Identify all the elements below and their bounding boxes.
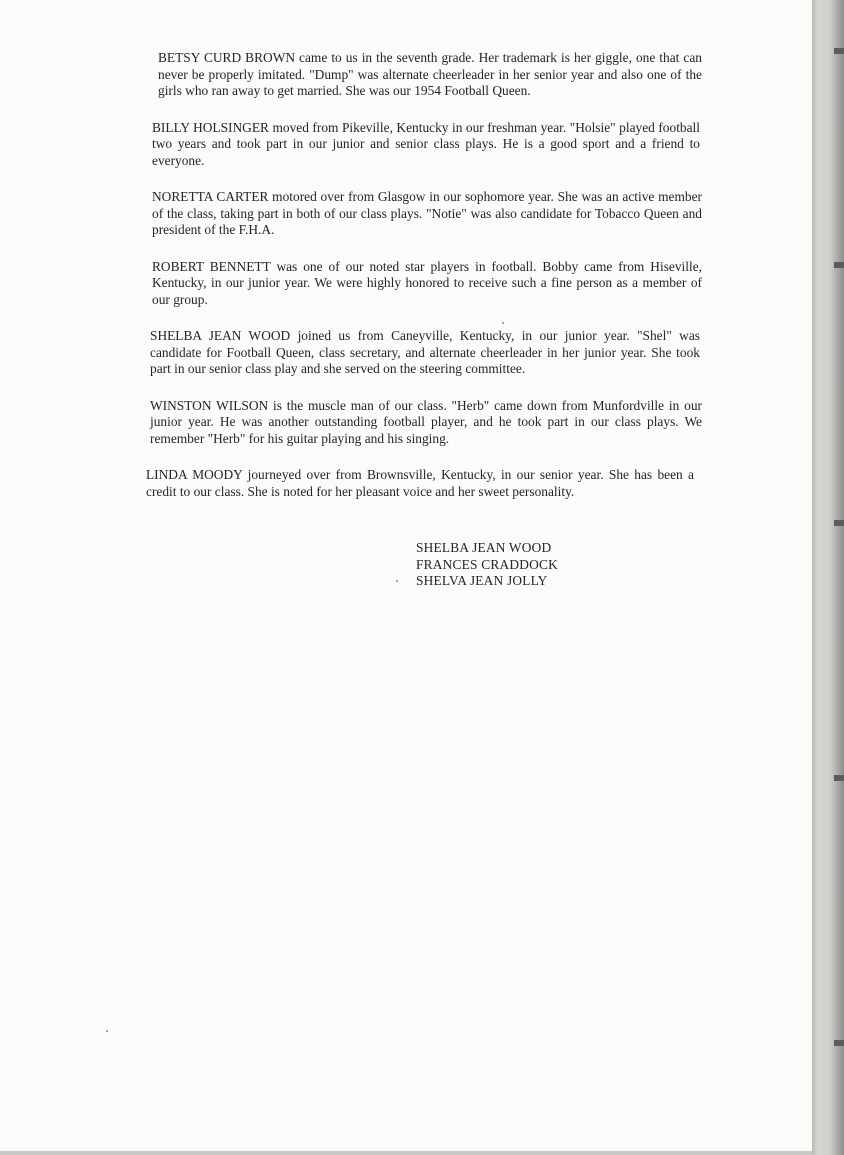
paragraph-winston-wilson: WINSTON WILSON is the muscle man of our class. "Herb" came down from Munfordville in our junior year. He was another outstanding football player, and he took part in our class plays. We remember "Herb" for his guitar playing and his singing.	[150, 397, 702, 446]
signature-name: SHELVA JEAN JOLLY	[416, 573, 548, 588]
edge-tab-mark	[834, 262, 844, 268]
signature-block	[416, 540, 558, 590]
edge-tab-mark	[834, 1040, 844, 1046]
page-bottom-edge	[0, 1151, 812, 1155]
page-edge-shadow	[812, 0, 844, 1155]
paragraph-betsy-curd-brown: BETSY CURD BROWN came to us in the seventh grade. Her trademark is her giggle, one that can never be properly imitated. "Dump" was alternate cheerleader in her senior year and also one of the girls who ran away to get married. She was our 1954 Football Queen.	[158, 50, 702, 98]
biography-text	[146, 50, 702, 520]
paper-speck	[502, 322, 504, 324]
paragraph-robert-bennett: ROBERT BENNETT was one of our noted star players in football. Bobby came from Hiseville, Kentucky, in our junior year. We were highly honored to receive such a fine person as a member of our group.	[152, 258, 702, 307]
paper-speck	[396, 580, 398, 582]
edge-tab-mark	[834, 520, 844, 526]
signature-name: FRANCES CRADDOCK	[416, 556, 558, 572]
paragraph-linda-moody: LINDA MOODY journeyed over from Brownsville, Kentucky, in our senior year. She has been a credit to our class. She is noted for her pleasant voice and her sweet personality.	[146, 467, 694, 499]
paragraph-noretta-carter: NORETTA CARTER motored over from Glasgow in our sophomore year. She was an active member of the class, taking part in both of our class plays. "Notie" was also candidate for Tobacco Queen and president of the F.H.A.	[152, 189, 702, 237]
signature-name: SHELBA JEAN WOOD	[416, 540, 552, 555]
edge-tab-mark	[834, 775, 844, 781]
paragraph-shelba-jean-wood: SHELBA JEAN WOOD joined us from Caneyville, Kentucky, in our junior year. "Shel" was candidate for Football Queen, class secretary, and alternate cheerleader in her junior year. She took part in our senior class play and she served on the steering committee.	[150, 328, 700, 376]
paper-speck	[106, 1030, 108, 1032]
edge-tab-mark	[834, 48, 844, 54]
paragraph-billy-holsinger: BILLY HOLSINGER moved from Pikeville, Kentucky in our freshman year. "Holsie" played football two years and took part in our junior and senior class plays. He is a good sport and a friend to everyone.	[152, 119, 700, 168]
